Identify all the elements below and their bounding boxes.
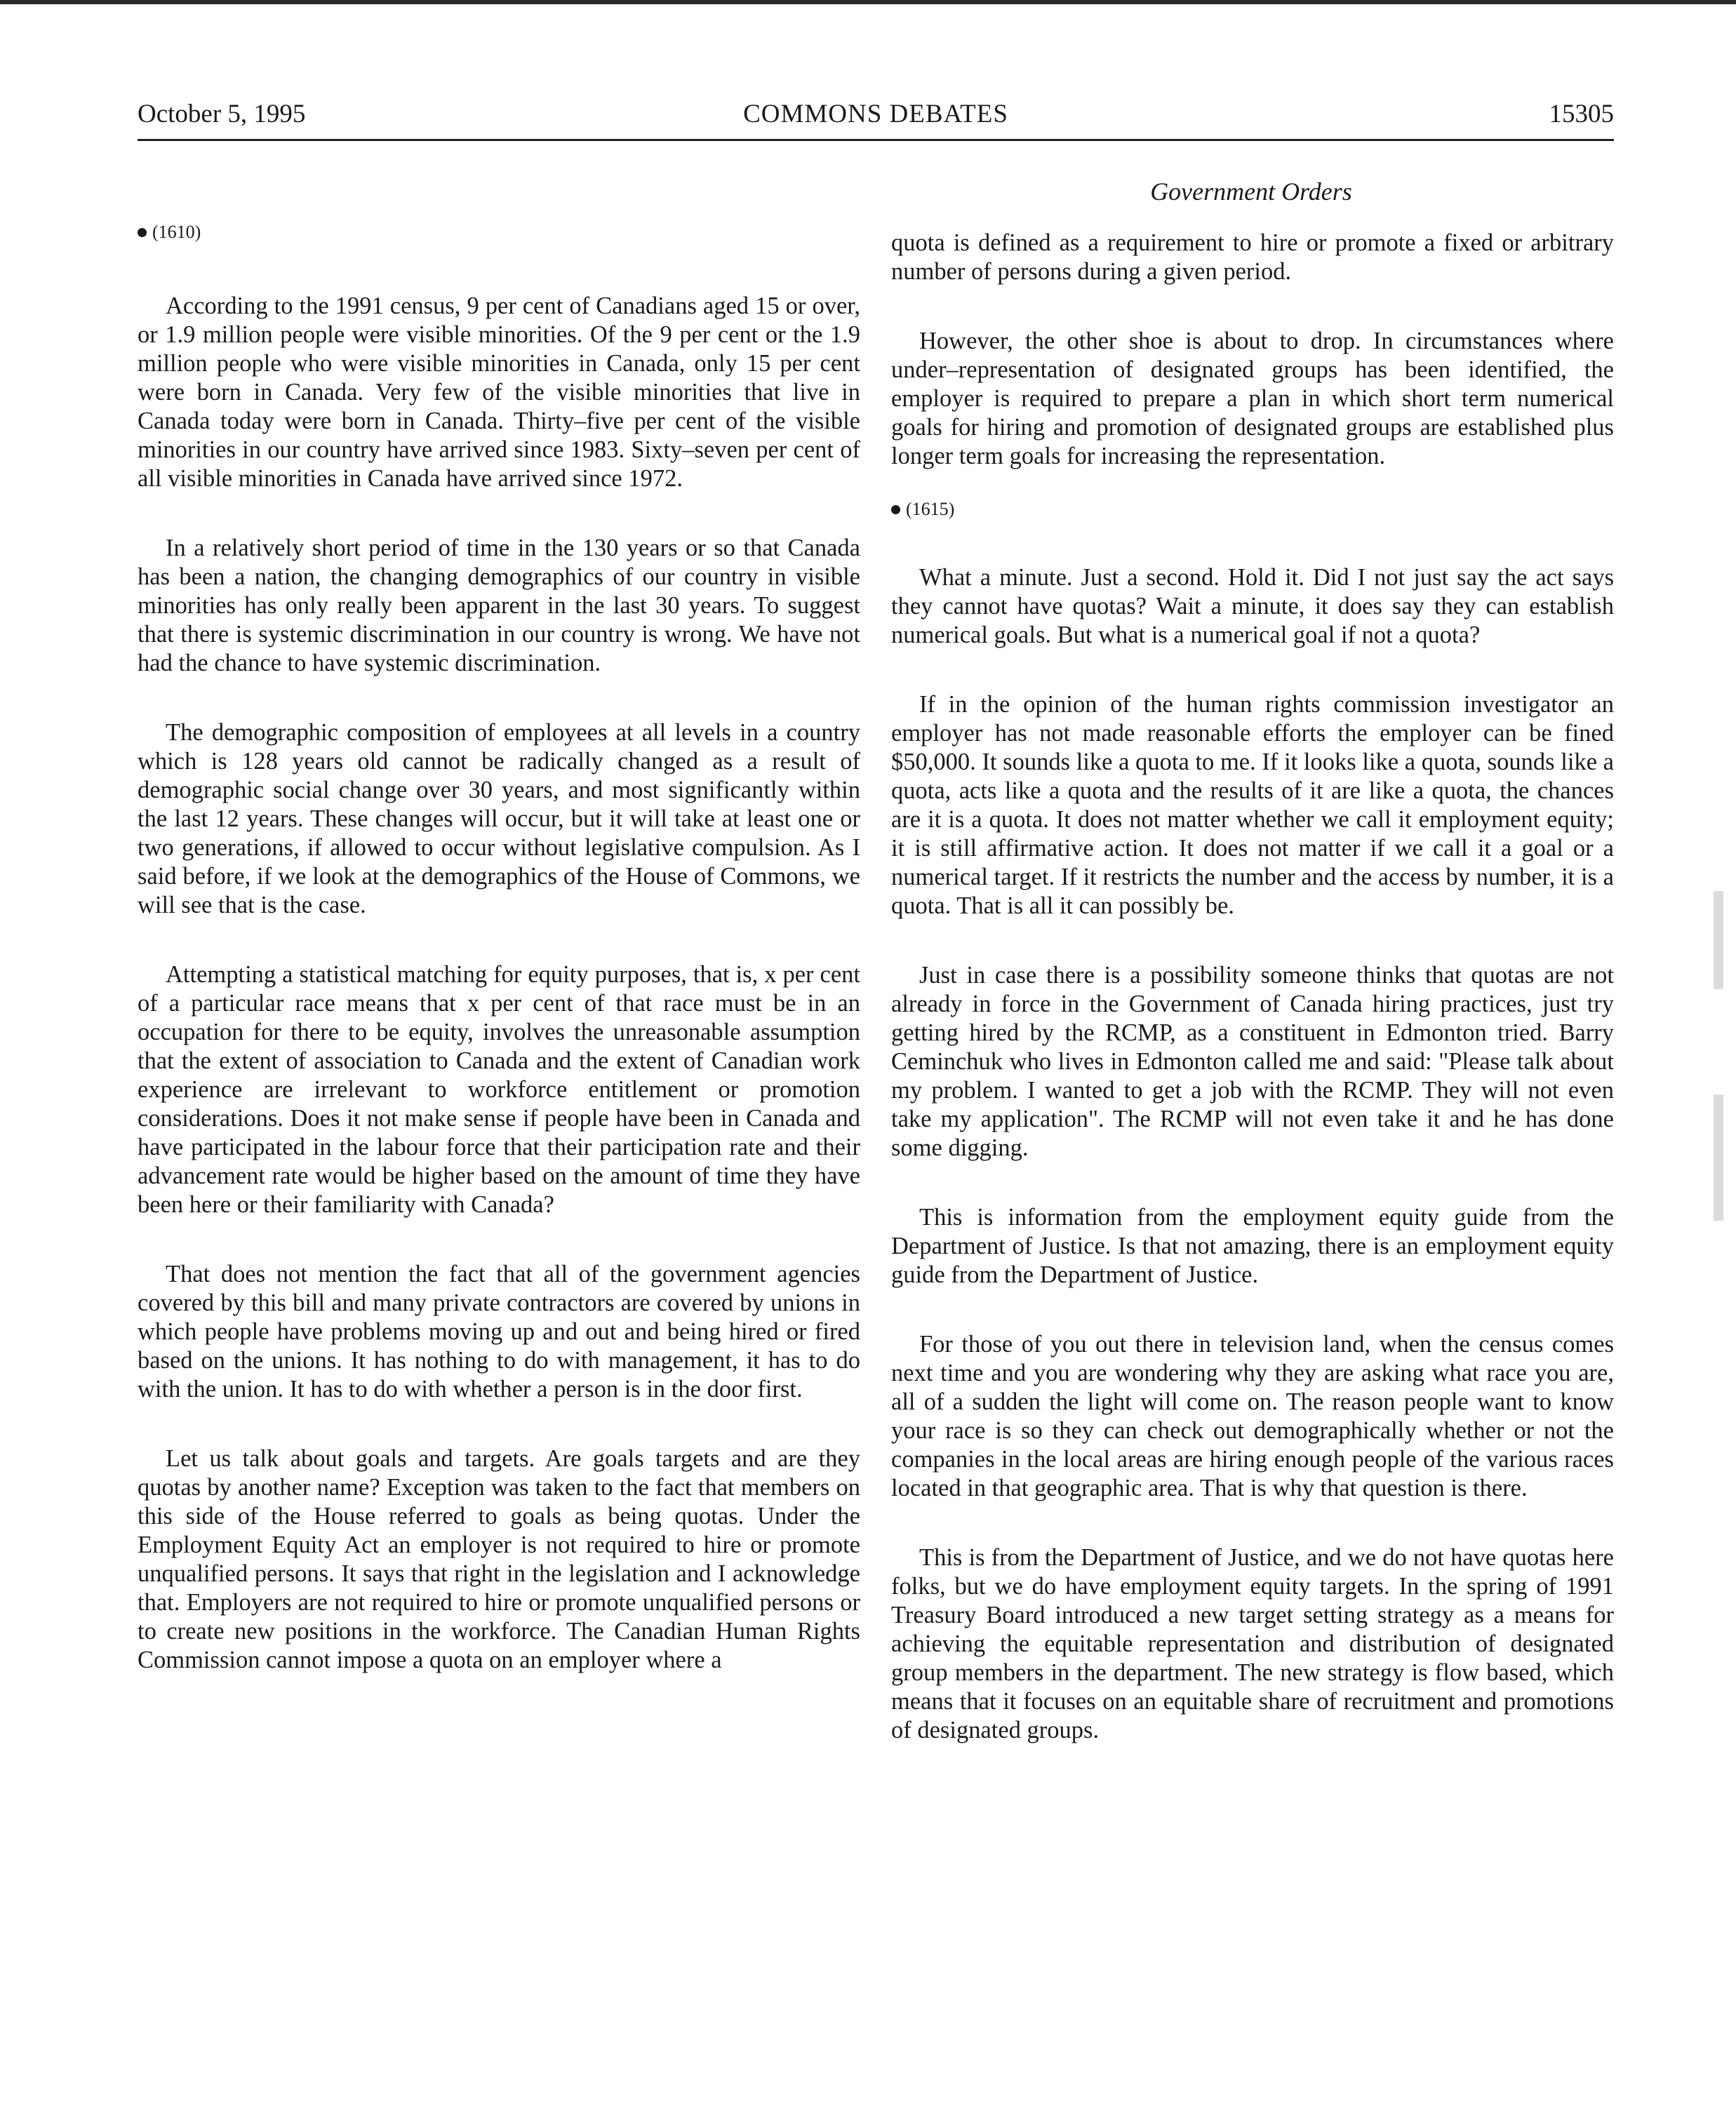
continued-paragraph: quota is defined as a requirement to hire or promote a fixed or arbitrary number of persons during a given period. bbox=[891, 229, 1614, 285]
header-rule bbox=[138, 139, 1614, 141]
paragraph: The demographic composition of employees at all levels in a country which is 128 years old cannot be radically changed as a result of demographic social change over 30 years, and most significantly within the last 12 years. These changes will occur, but it will take at least one or two generations, if allowed to occur without legislative compulsion. As I said before, if we look at the demographics of the House of Commons, we will see that is the case. bbox=[138, 719, 860, 918]
paragraph: For those of you out there in television land, when the census comes next time and you are wondering why they are asking what race you are, all of a sudden the light will come on. The reason people want to know your race is so they can check out demographically whether or not the companies in the local areas are hiring enough people of the various races located in that geographic area. That is why that question is there. bbox=[891, 1331, 1614, 1501]
time-marker bbox=[138, 222, 860, 243]
page-number: 15305 bbox=[1549, 100, 1614, 128]
bullet-dot-icon bbox=[891, 505, 900, 514]
paragraph: What a minute. Just a second. Hold it. Did I not just say the act says they cannot have quotas? Wait a minute, it does say they can establish numerical goals. But what is a numerical goal if not a quota? bbox=[891, 564, 1614, 648]
paragraph: Just in case there is a possibility someone thinks that quotas are not already in force in the Government of Canada hiring practices, just try getting hired by the RCMP, as a constituent in Edmonton tried. Barry Ceminchuk who lives in Edmonton called me and said: "Please talk about my problem. I wanted to get a job with the RCMP. They will not even take my application". The RCMP will not even take it and he has done some digging. bbox=[891, 962, 1614, 1161]
scan-edge-mark bbox=[1714, 891, 1723, 989]
section-label: Government Orders bbox=[1150, 178, 1352, 206]
paragraph: If in the opinion of the human rights commission investigator an employer has not made reasonable efforts the employer can be fined $50,000. It sounds like a quota to me. If it looks like a quota, sounds like a quota, acts like a quota and the results of it are like a quota, the chances are it is a quota. It does not matter whether we call it employment equity; it is still affirmative action. It does not matter if we call it a goal or a numerical target. If it restricts the number and the access by number, it is a quota. That is all it can possibly be. bbox=[891, 691, 1614, 919]
marker-time: (1610) bbox=[152, 222, 201, 242]
top-border bbox=[0, 0, 1736, 4]
right-column bbox=[891, 229, 1614, 1786]
scan-edge-mark bbox=[1714, 1094, 1723, 1221]
time-marker bbox=[891, 499, 1614, 520]
marker-time: (1615) bbox=[906, 499, 955, 519]
bullet-dot-icon bbox=[138, 228, 147, 237]
paragraph: According to the 1991 census, 9 per cent of Canadians aged 15 or over, or 1.9 million people were visible minorities. Of the 9 per cent or the 1.9 million people who were visible minorities in Canada, only 15 per cent were born in Canada. Very few of the visible minorities that live in Canada today were born in Canada. Thirty–five per cent of the visible minorities in our country have arrived since 1983. Sixty–seven per cent of all visible minorities in Canada have arrived since 1972. bbox=[138, 293, 860, 492]
paragraph: This is information from the employment equity guide from the Department of Justice. Is that not amazing, there is an employment equity guide from the Department of Justice. bbox=[891, 1204, 1614, 1288]
header-date: October 5, 1995 bbox=[138, 100, 306, 128]
publication-title: COMMONS DEBATES bbox=[743, 100, 1008, 128]
paragraph: That does not mention the fact that all of the government agencies covered by this bill and many private contractors are covered by unions in which people have problems moving up and out and being hired or fired based on the unions. It has nothing to do with management, it has to do with the union. It has to do with whether a person is in the door first. bbox=[138, 1261, 860, 1402]
left-column bbox=[138, 210, 860, 1715]
paragraph: This is from the Department of Justice, and we do not have quotas here folks, but we do have employment equity targets. In the spring of 1991 Treasury Board introduced a new target setting strategy as a means for achieving the equitable representation and distribution of designated group members in the department. The new strategy is flow based, which means that it focuses on an equitable share of recruitment and promotions of designated groups. bbox=[891, 1544, 1614, 1743]
paragraph: Let us talk about goals and targets. Are goals targets and are they quotas by another name? Exception was taken to the fact that members on this side of the House referred to goals as being quotas. Under the Employment Equity Act an employer is not required to hire or promote unqualified persons. It says that right in the legislation and I acknowledge that. Employers are not required to hire or promote unqualified persons or to create new positions in the workforce. The Canadian Human Rights Commission cannot impose a quota on an employer where a bbox=[138, 1445, 860, 1673]
paragraph: Attempting a statistical matching for equity purposes, that is, x per cent of a particular race means that x per cent of that race must be in an occupation for there to be equity, involves the unreasonable assumption that the extent of association to Canada and the extent of Canadian work experience are irrelevant to workforce entitlement or promotion considerations. Does it not make sense if people have been in Canada and have participated in the labour force that their participation rate and their advancement rate would be higher based on the amount of time they have been here or their familiarity with Canada? bbox=[138, 961, 860, 1218]
page-header bbox=[138, 98, 1614, 138]
paragraph: In a relatively short period of time in the 130 years or so that Canada has been a nation, the changing demographics of our country in visible minorities has only really been apparent in the last 30 years. To suggest that there is systemic discrimination in our country is wrong. We have not had the chance to have systemic discrimination. bbox=[138, 535, 860, 676]
paragraph: However, the other shoe is about to drop. In circumstances where under–representation of designated groups has been identified, the employer is required to prepare a plan in which short term numerical goals for hiring and promotion of designated groups are established plus longer term goals for increasing the representation. bbox=[891, 328, 1614, 469]
